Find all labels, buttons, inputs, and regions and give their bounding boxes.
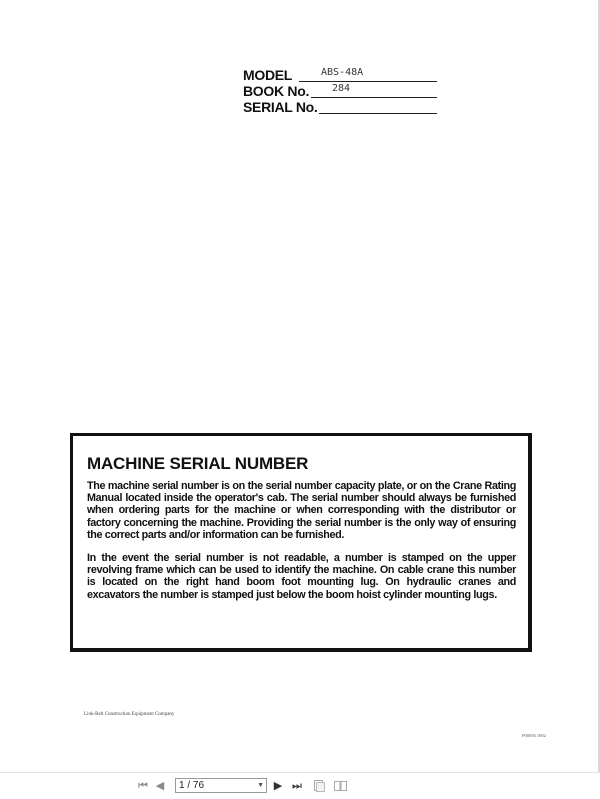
document-header	[243, 67, 443, 115]
notice-paragraph-1: The machine serial number is on the serial number capacity plate, or on the Crane Rating Manual located inside the operator's cab. The serial number should always be furnished when ordering parts for the machine or when corresponding with the distributor or factory concerning the machine. Providing the serial number is the only way of ensuring the correct parts and/or information can be furnished.	[87, 480, 516, 541]
book-underline	[311, 97, 437, 98]
book-row	[243, 83, 443, 99]
serial-number-notice-box	[70, 433, 532, 652]
last-page-icon[interactable]: ⏭	[292, 780, 302, 792]
page-number-field[interactable]	[175, 778, 267, 793]
page-number-input[interactable]	[179, 780, 249, 791]
serial-row	[243, 99, 443, 115]
model-value: ABS-48A	[321, 67, 364, 78]
model-row	[243, 67, 443, 83]
serial-underline	[319, 113, 437, 114]
two-page-view-icon[interactable]	[334, 779, 347, 791]
footer-doc-code: P00056 1002	[522, 733, 546, 738]
next-page-icon[interactable]: ▶	[273, 780, 283, 792]
notice-title: MACHINE SERIAL NUMBER	[87, 454, 309, 473]
book-label: BOOK No.	[243, 83, 310, 99]
notice-paragraph-2: In the event the serial number is not readable, a number is stamped on the upper revolving frame which can be used to identify the machine. On cable crane this number is located on the right hand boom foot mounting lug. On hydraulic cranes and excavators the number is stamped just below the boom hoist cylinder mounting lugs.	[87, 552, 516, 601]
first-page-icon[interactable]: ⏮	[138, 780, 148, 792]
footer-company: Link-Belt Construction Equipment Company	[84, 712, 175, 717]
book-value: 284	[332, 83, 351, 94]
model-underline	[299, 81, 437, 82]
serial-label: SERIAL No.	[243, 99, 318, 115]
viewer-toolbar	[0, 772, 600, 799]
dropdown-icon[interactable]: ▼	[257, 782, 264, 789]
prev-page-icon[interactable]: ◀	[155, 780, 165, 792]
model-label: MODEL	[243, 67, 293, 83]
single-page-view-icon[interactable]	[313, 779, 326, 791]
